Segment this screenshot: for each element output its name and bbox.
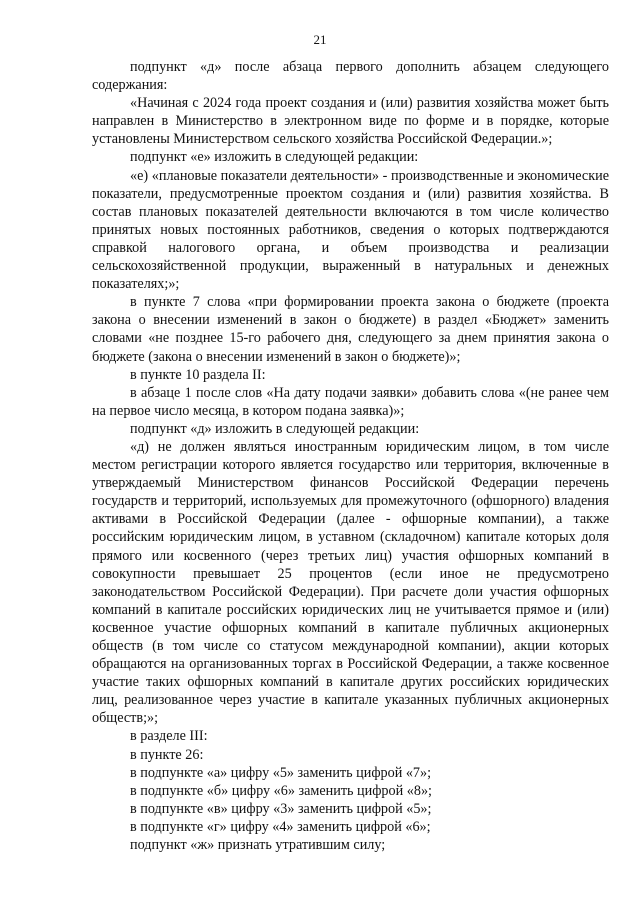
paragraph: в подпункте «г» цифру «4» заменить цифрой «6»; xyxy=(130,818,431,835)
paragraph: в абзаце 1 после слов «На дату подачи заявки» добавить слова «(не ранее чем на первое число месяца, в котором подана заявка)»; xyxy=(92,384,609,419)
paragraph: в подпункте «в» цифру «3» заменить цифрой «5»; xyxy=(130,800,432,817)
paragraph: в разделе III: xyxy=(130,728,208,745)
paragraph: «Начиная с 2024 года проект создания и (или) развития хозяйства может быть направлен в Министерство в электронном виде по форме и в порядке, которые установлены Министерством сельского хозяйства Российской Федерации.»; xyxy=(92,95,609,148)
paragraph: в пункте 7 слова «при формировании проекта закона о бюджете (проекта закона о внесении изменений в закон о бюджете) в раздел «Бюджет» заменить словами «не позднее 15-го рабочего дня, следующего за днем принятия закона о бюджете (закона о внесении изменений в закон о бюджете)»; xyxy=(92,294,609,365)
paragraph: в подпункте «а» цифру «5» заменить цифрой «7»; xyxy=(130,764,432,781)
paragraph: «е) «плановые показатели деятельности» - производственные и экономические показатели, предусмотренные проектом создания и (или) развития хозяйства. В состав плановых показателей деятельности включаются в том числе количество принятых новых постоянных работников, сведения о которых подтверждаются справкой налогового органа, и объем производства и реализации сельскохозяйственной продукции, выраженный в натуральных и денежных показателях;»; xyxy=(92,167,609,293)
document-body xyxy=(92,58,609,854)
paragraph: в пункте 26: xyxy=(130,746,204,763)
paragraph: подпункт «д» после абзаца первого дополнить абзацем следующего содержания: xyxy=(92,59,609,94)
page-number: 21 xyxy=(313,32,327,47)
paragraph: «д) не должен являться иностранным юридическим лицом, в том числе местом регистрации которого является государство или территория, включенные в утверждаемый Министерством финансов Российской Федерации перечень государств и территорий, используемых для промежуточного (офшорного) владения активами в Российской Федерации (далее - офшорные компании), а также российским юридическим лицом, в уставном (складочном) капитале которых доля прямого или косвенного (через третьих лиц) участия офшорных компаний в совокупности превышает 25 процентов (если иное не предусмотрено законодательством Российской Федерации). При расчете доли участия офшорных компаний в капитале российских юридических лиц не учитывается прямое и (или) косвенное участие офшорных компаний в капитале публичных акционерных обществ (в том числе со статусом международной компании), акции которых обращаются на организованных торгах в Российской Федерации, а также косвенное участие таких офшорных компаний в капитале других российских юридических лиц, реализованное через участие в капитале указанных публичных акционерных обществ;»; xyxy=(92,438,609,727)
paragraph: подпункт «е» изложить в следующей редакции: xyxy=(130,149,419,166)
paragraph: в пункте 10 раздела II: xyxy=(130,366,266,383)
paragraph: подпункт «ж» признать утратившим силу; xyxy=(130,837,386,854)
paragraph: подпункт «д» изложить в следующей редакции: xyxy=(130,420,420,437)
paragraph: в подпункте «б» цифру «6» заменить цифрой «8»; xyxy=(130,782,432,799)
